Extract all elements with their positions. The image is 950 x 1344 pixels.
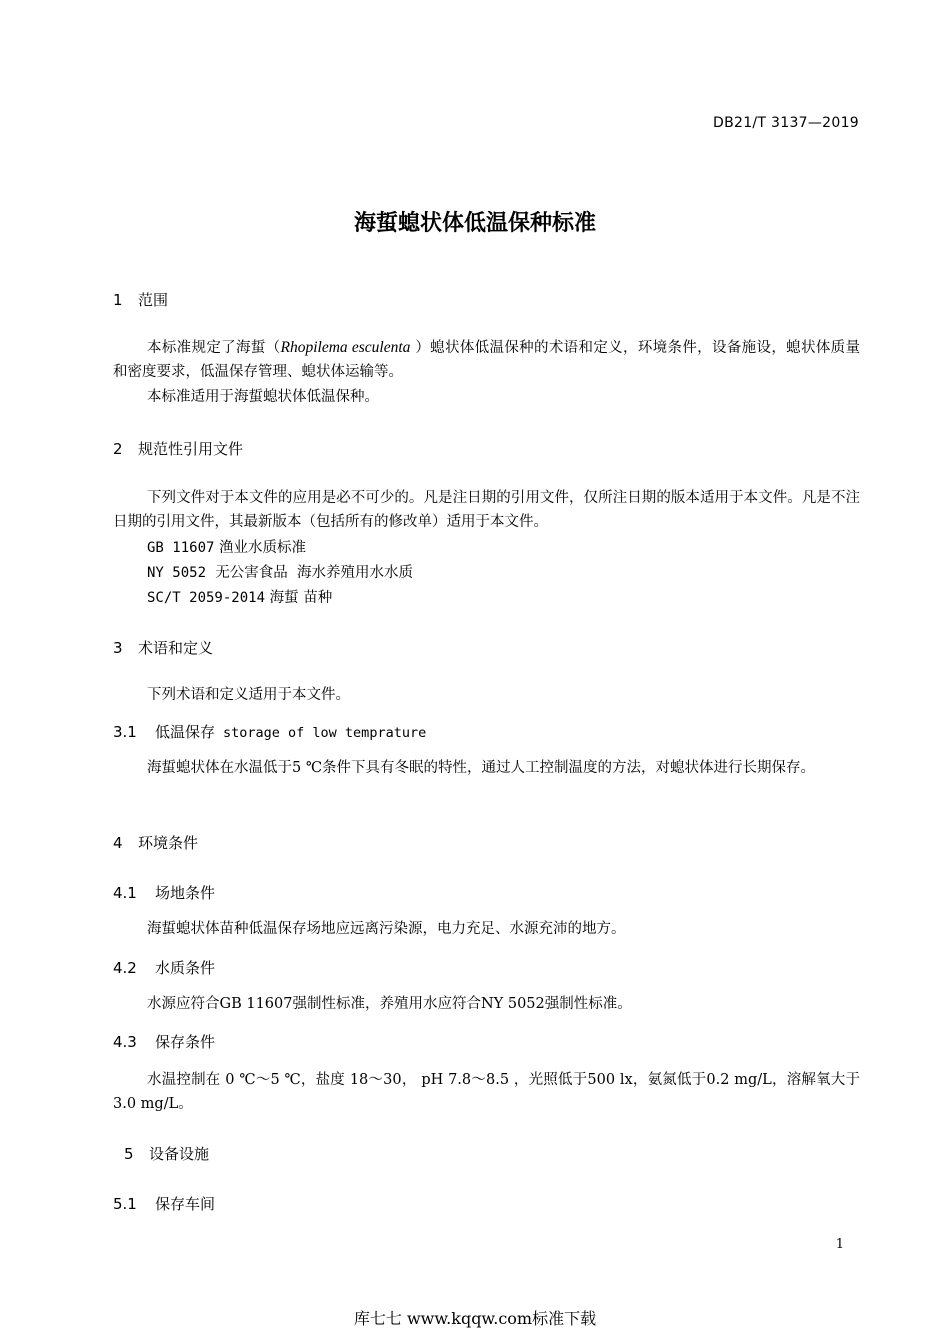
section-title: 范围 bbox=[138, 291, 169, 309]
subsection-4-2-para: 水源应符合GB 11607强制性标准，养殖用水应符合NY 5052强制性标准。 bbox=[147, 996, 632, 1012]
subsection-number: 5.1 bbox=[113, 1195, 137, 1213]
english-term: storage of low temprature bbox=[223, 725, 427, 741]
section-title: 环境条件 bbox=[138, 834, 199, 852]
section-number: 2 bbox=[113, 440, 123, 458]
reference-item bbox=[147, 561, 413, 582]
subsection-number: 3.1 bbox=[113, 723, 137, 741]
section-title: 术语和定义 bbox=[138, 639, 214, 657]
subsection-4-2-heading bbox=[113, 957, 215, 978]
subsection-number: 4.3 bbox=[113, 1033, 137, 1051]
section-2-para-1: 下列文件对于本文件的应用是必不可少的。凡是注日期的引用文件，仅所注日期的版本适用于本文件。凡是不注日期的引用文件，其最新版本（包括所有的修改单）适用于本文件。 bbox=[113, 490, 860, 530]
subsection-title: 保存车间 bbox=[155, 1195, 216, 1213]
page-number: 1 bbox=[835, 1237, 844, 1252]
section-number: 1 bbox=[113, 291, 123, 309]
reference-item bbox=[147, 586, 332, 607]
section-2-heading bbox=[113, 438, 243, 459]
section-1-heading bbox=[113, 289, 168, 310]
subsection-title: 场地条件 bbox=[155, 884, 216, 902]
subsection-title: 保存条件 bbox=[155, 1033, 216, 1051]
section-1-para-2: 本标准适用于海蜇螅状体低温保种。 bbox=[147, 389, 379, 405]
document-title: 海蜇螅状体低温保种标准 bbox=[353, 211, 596, 236]
subsection-5-1-heading bbox=[113, 1193, 215, 1214]
subsection-4-3-para: 水温控制在 0 ℃～5 ℃，盐度 18～30， pH 7.8～8.5 ，光照低于500 lx，氨氮低于0.2 mg/L，溶解氧大于3.0 mg/L。 bbox=[113, 1072, 860, 1112]
section-3-para-1: 下列术语和定义适用于本文件。 bbox=[147, 687, 350, 703]
subsection-3-1-heading bbox=[113, 721, 426, 742]
section-4-heading bbox=[113, 832, 198, 853]
footer-link[interactable]: 库七七 www.kqqw.com标准下载 bbox=[353, 1309, 597, 1328]
subsection-title: 低温保存 bbox=[155, 723, 216, 741]
subsection-4-3-heading bbox=[113, 1031, 215, 1052]
section-title: 规范性引用文件 bbox=[138, 440, 244, 458]
text: 本标准规定了海蜇（ bbox=[147, 340, 281, 356]
ref-name: 渔业水质标准 bbox=[214, 540, 307, 556]
ref-code: SC/T 2059-2014 bbox=[147, 590, 266, 606]
section-3-heading bbox=[113, 637, 213, 658]
standard-code: DB21/T 3137—2019 bbox=[713, 115, 859, 131]
reference-item bbox=[147, 536, 306, 557]
subsection-4-1-heading bbox=[113, 882, 215, 903]
subsection-4-1-para: 海蜇螅状体苗种低温保存场地应远离污染源，电力充足、水源充沛的地方。 bbox=[147, 921, 626, 937]
ref-name: 海蜇 苗种 bbox=[265, 590, 333, 606]
ref-name: 无公害食品 海水养殖用水水质 bbox=[206, 565, 413, 581]
latin-name: Rhopilema esculenta bbox=[280, 339, 411, 356]
ref-code: NY 5052 bbox=[147, 565, 207, 581]
section-number: 3 bbox=[113, 639, 123, 657]
section-1-para-1 bbox=[113, 336, 860, 384]
text: ）螅状体低温保种的术语和定义，环境条件，设备施设，螅状体质量和密度要求，低温保存管理、螅状体运输等。 bbox=[113, 340, 860, 380]
section-number: 5 bbox=[124, 1145, 134, 1163]
subsection-number: 4.1 bbox=[113, 884, 137, 902]
subsection-title: 水质条件 bbox=[155, 959, 216, 977]
subsection-number: 4.2 bbox=[113, 959, 137, 977]
section-number: 4 bbox=[113, 834, 123, 852]
section-3-para-2: 海蜇螅状体在水温低于5 ℃条件下具有冬眠的特性，通过人工控制温度的方法，对螅状体进行长期保存。 bbox=[147, 760, 816, 776]
section-5-heading bbox=[124, 1143, 209, 1164]
section-title: 设备设施 bbox=[149, 1145, 210, 1163]
ref-code: GB 11607 bbox=[147, 540, 215, 556]
